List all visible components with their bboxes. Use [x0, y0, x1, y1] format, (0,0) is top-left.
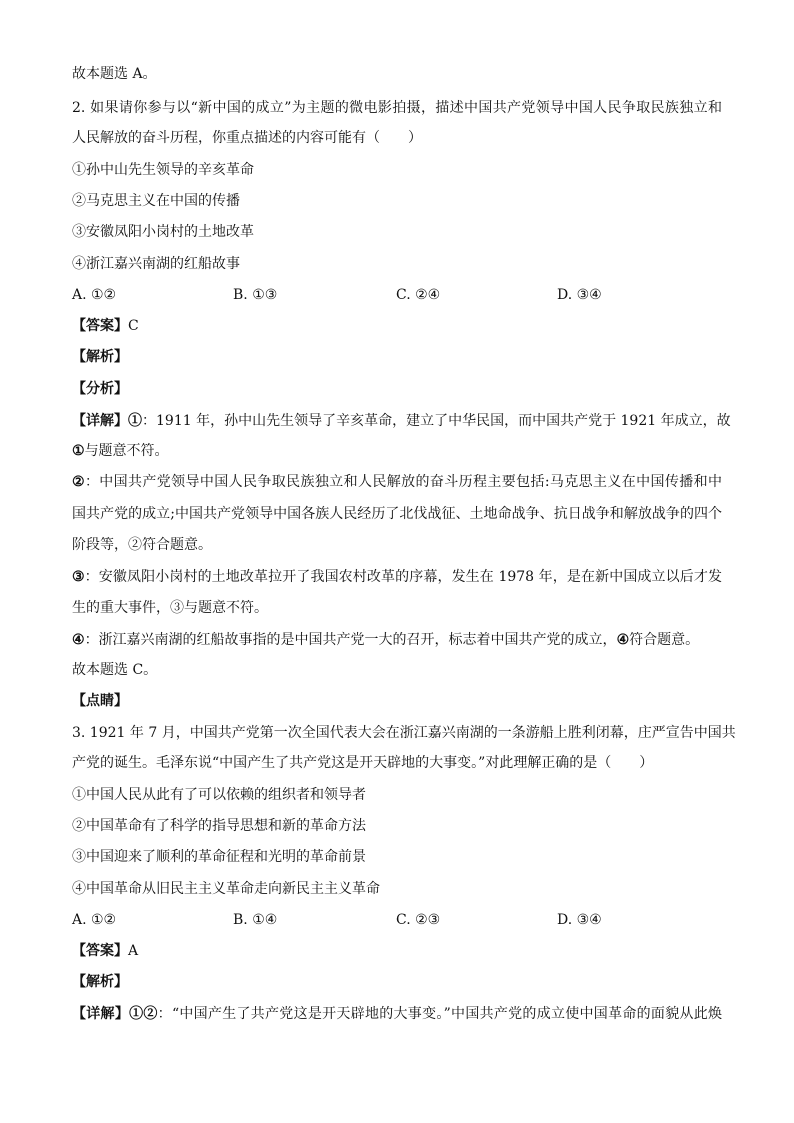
q2-detail-2-cont1: 国共产党的成立;中国共产党领导中国各族人民经历了北伐战征、土地命战争、抗日战争和解放战争的四个 [72, 506, 722, 522]
q2-detail-2-cont2: 阶段等，②符合题意。 [72, 537, 212, 553]
detail-mark: ① [72, 443, 85, 459]
q2-fenxi-tag: 【分析】 [72, 381, 128, 397]
q2-stem-line1: 2. 如果请你参与以“新中国的成立”为主题的微电影拍摄，描述中国共产党领导中国人民争取民族独立和 [72, 100, 722, 116]
q3-stem-line2: 产党的诞生。毛泽东说“中国产生了共产党这是开天辟地的大事变。”对此理解正确的是（ ） [72, 755, 654, 771]
detail-mark: ② [72, 474, 85, 490]
q2-dianjing-tag: 【点睛】 [72, 693, 128, 709]
q3-option-d: D. ③④ [557, 912, 602, 928]
detail-mark: ④ [616, 632, 630, 648]
q2-detail-3 [72, 567, 722, 587]
q2-option-b: B. ①③ [233, 287, 278, 303]
q2-analysis-tag: 【解析】 [72, 349, 128, 365]
detail-text: 符合题意。 [629, 632, 700, 648]
detail-text: ：中国共产党领导中国人民争取民族独立和人民解放的奋斗历程主要包括:马克思主义在中国传播和中 [84, 474, 722, 490]
detail-text: ：1911 年，孙中山先生领导了辛亥革命，建立了中华民国，而中国共产党于 1921 年成立，故 [142, 413, 731, 429]
q2-detail-3-cont: 生的重大事件，③与题意不符。 [72, 600, 268, 616]
q3-item-3: ③中国迎来了顺利的革命征程和光明的革命前景 [72, 849, 366, 865]
q3-answer [72, 941, 138, 961]
q3-option-c: C. ②③ [396, 912, 441, 928]
q3-analysis-tag: 【解析】 [72, 974, 128, 990]
q2-conclusion: 故本题选 C。 [72, 662, 158, 678]
q2-detail-2 [72, 472, 722, 492]
q1-conclusion: 故本题选 A。 [72, 66, 157, 82]
q3-detail-1 [72, 1004, 722, 1024]
q2-option-a: A. ①② [72, 287, 117, 303]
detail-mark: ① [128, 413, 142, 429]
detail-text: ：安徽凤阳小岗村的土地改革拉开了我国农村改革的序幕，发生在 1978 年，是在新中国成立以后才发 [84, 569, 722, 585]
detail-text: ：“中国产生了共产党这是开天辟地的大事变。”中国共产党的成立使中国革命的面貌从此焕 [157, 1006, 723, 1022]
detail-tag: 【详解】 [72, 413, 128, 429]
detail-mark: ③ [72, 569, 85, 585]
detail-mark: ④ [72, 632, 85, 648]
q3-item-4: ④中国革命从旧民主主义革命走向新民主主义革命 [72, 881, 380, 897]
q2-item-4: ④浙江嘉兴南湖的红船故事 [72, 256, 240, 272]
q2-detail-1 [72, 411, 731, 431]
q2-answer [72, 316, 139, 336]
q2-item-2: ②马克思主义在中国的传播 [72, 193, 240, 209]
detail-mark: ①② [129, 1006, 158, 1022]
detail-text: ：浙江嘉兴南湖的红船故事指的是中国共产党一大的召开，标志着中国共产党的成立， [84, 632, 617, 648]
q3-item-1: ①中国人民从此有了可以依赖的组织者和领导者 [72, 787, 366, 803]
q2-option-c: C. ②④ [396, 287, 441, 303]
q2-item-3: ③安徽凤阳小岗村的土地改革 [72, 224, 254, 240]
answer-tag: 【答案】 [72, 318, 128, 334]
detail-tag: 【详解】 [72, 1006, 130, 1022]
answer-value: A [128, 943, 139, 959]
q2-detail-1-cont [72, 441, 169, 461]
q3-item-2: ②中国革命有了科学的指导思想和新的革命方法 [72, 818, 366, 834]
answer-tag: 【答案】 [72, 943, 128, 959]
q2-stem-line2: 人民解放的奋斗历程，你重点描述的内容可能有（ ） [72, 130, 422, 146]
q3-option-b: B. ①④ [233, 912, 278, 928]
detail-text: 与题意不符。 [84, 443, 169, 459]
q3-option-a: A. ①② [72, 912, 117, 928]
answer-value: C [128, 318, 139, 334]
q2-detail-4 [72, 630, 699, 650]
q2-option-d: D. ③④ [557, 287, 602, 303]
q3-stem-line1: 3. 1921 年 7 月，中国共产党第一次全国代表大会在浙江嘉兴南湖的一条游船上胜利闭幕，庄严宣告中国共 [72, 725, 736, 741]
q2-item-1: ①孙中山先生领导的辛亥革命 [72, 162, 254, 178]
